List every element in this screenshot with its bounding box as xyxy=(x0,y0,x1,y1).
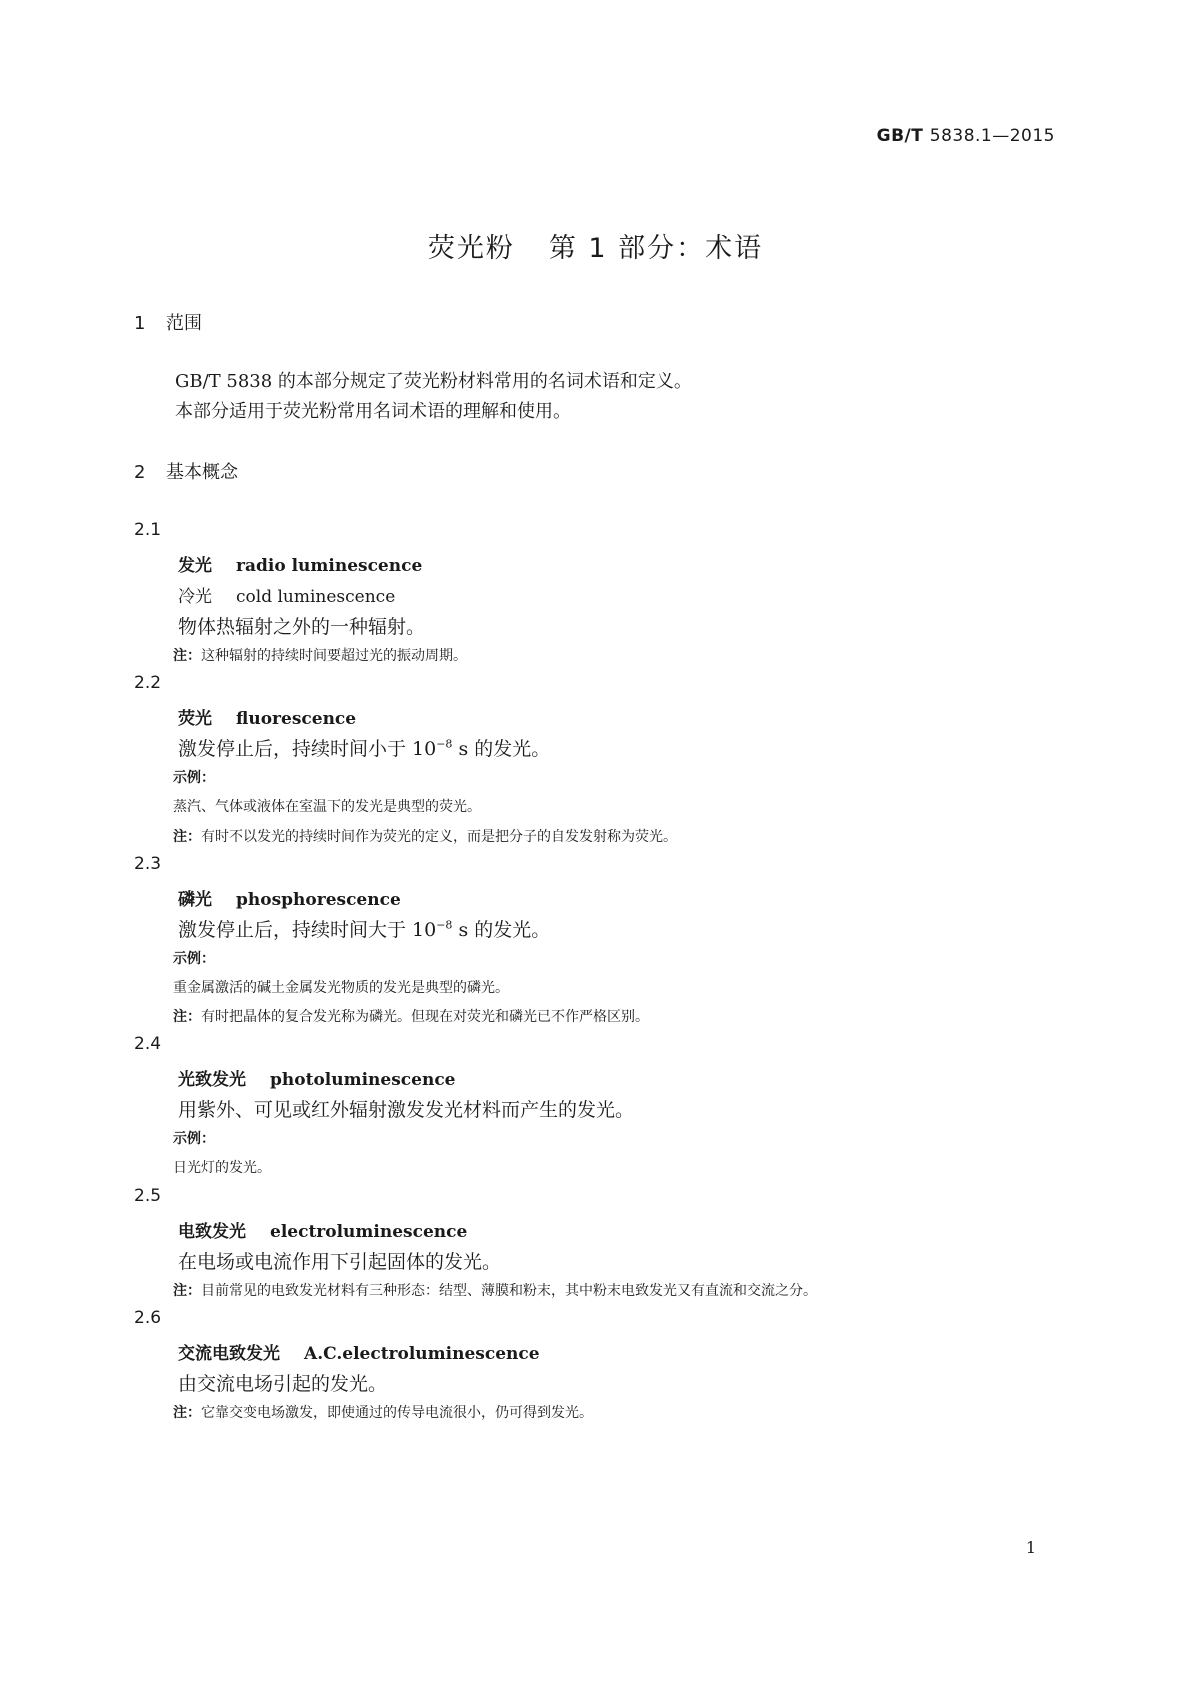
term-english: fluorescence xyxy=(236,709,357,729)
clause-number: 2.2 xyxy=(134,673,162,693)
note xyxy=(173,1006,649,1026)
section-number: 1 xyxy=(134,313,146,334)
note xyxy=(173,1402,593,1422)
paragraph: GB/T 5838 的本部分规定了荧光粉材料常用的名词术语和定义。 xyxy=(175,371,692,392)
document-title xyxy=(0,226,1191,265)
example-text: 日光灯的发光。 xyxy=(173,1160,271,1176)
definition-text: 激发停止后，持续时间大于 10 xyxy=(178,919,437,941)
example-label xyxy=(173,1128,215,1148)
exponent: −8 xyxy=(436,737,453,751)
term-entry xyxy=(178,1217,467,1242)
term-english: electroluminescence xyxy=(270,1222,468,1242)
definition-text: s 的发光。 xyxy=(452,738,551,760)
term-chinese: 交流电致发光 xyxy=(178,1344,280,1364)
term-english: phosphorescence xyxy=(236,890,401,910)
note-label: 注： xyxy=(173,1283,201,1299)
note-label: 注： xyxy=(173,648,201,664)
example-label-text: 示例： xyxy=(173,951,215,967)
term-english: photoluminescence xyxy=(270,1070,456,1090)
note-text: 它靠交变电场激发，即使通过的传导电流很小，仍可得到发光。 xyxy=(201,1405,593,1421)
definition: 由交流电场引起的发光。 xyxy=(178,1373,388,1395)
term-chinese: 光致发光 xyxy=(178,1070,246,1090)
note-label: 注： xyxy=(173,1009,201,1025)
definition: 用紫外、可见或红外辐射激发发光材料而产生的发光。 xyxy=(178,1099,635,1121)
synonym-english: cold luminescence xyxy=(236,587,396,607)
note xyxy=(173,826,677,846)
clause-number: 2.4 xyxy=(134,1034,162,1054)
example-text: 重金属激活的碱土金属发光物质的发光是典型的磷光。 xyxy=(173,980,509,996)
term-chinese: 发光 xyxy=(178,556,212,576)
section-title: 范围 xyxy=(166,313,202,334)
section-number: 2 xyxy=(134,462,146,483)
section-title: 基本概念 xyxy=(166,462,238,483)
title-part2: 第 1 部分：术语 xyxy=(548,233,764,264)
definition: 物体热辐射之外的一种辐射。 xyxy=(178,616,426,638)
term-english: A.C.electroluminescence xyxy=(304,1344,540,1364)
note-text: 目前常见的电致发光材料有三种形态：结型、薄膜和粉末，其中粉末电致发光又有直流和交流之分。 xyxy=(201,1283,817,1299)
term-chinese: 电致发光 xyxy=(178,1222,246,1242)
page-number: 1 xyxy=(1025,1538,1036,1557)
example-label xyxy=(173,767,215,787)
term-entry xyxy=(178,1065,455,1090)
definition-text: s 的发光。 xyxy=(452,919,551,941)
section-heading xyxy=(134,309,202,335)
definition xyxy=(178,915,550,942)
example-label-text: 示例： xyxy=(173,770,215,786)
term-chinese: 磷光 xyxy=(178,890,212,910)
synonym-entry xyxy=(178,582,395,607)
definition: 在电场或电流作用下引起固体的发光。 xyxy=(178,1251,502,1273)
note-label: 注： xyxy=(173,829,201,845)
clause-number: 2.5 xyxy=(134,1186,162,1206)
term-chinese: 荧光 xyxy=(178,709,212,729)
example-label xyxy=(173,948,215,968)
note-text: 有时不以发光的持续时间作为荧光的定义，而是把分子的自发发射称为荧光。 xyxy=(201,829,677,845)
example-label-text: 示例： xyxy=(173,1131,215,1147)
term-entry xyxy=(178,1339,540,1364)
section-heading xyxy=(134,458,238,484)
standard-code xyxy=(877,126,1055,146)
definition xyxy=(178,734,550,761)
term-entry xyxy=(178,551,422,576)
example-text: 蒸汽、气体或液体在室温下的发光是典型的荧光。 xyxy=(173,799,481,815)
note xyxy=(173,645,467,665)
synonym-chinese: 冷光 xyxy=(178,587,212,607)
standard-prefix: GB/T xyxy=(876,126,924,146)
definition-text: 激发停止后，持续时间小于 10 xyxy=(178,738,437,760)
term-entry xyxy=(178,704,356,729)
clause-number: 2.1 xyxy=(134,520,162,540)
clause-number: 2.3 xyxy=(134,854,162,874)
exponent: −8 xyxy=(436,918,453,932)
standard-number: 5838.1—2015 xyxy=(929,126,1055,146)
term-entry xyxy=(178,885,401,910)
note xyxy=(173,1280,817,1300)
title-part1: 荧光粉 xyxy=(427,233,515,264)
note-label: 注： xyxy=(173,1405,201,1421)
note-text: 有时把晶体的复合发光称为磷光。但现在对荧光和磷光已不作严格区别。 xyxy=(201,1009,649,1025)
term-english: radio luminescence xyxy=(236,556,423,576)
note-text: 这种辐射的持续时间要超过光的振动周期。 xyxy=(201,648,467,664)
clause-number: 2.6 xyxy=(134,1308,162,1328)
paragraph: 本部分适用于荧光粉常用名词术语的理解和使用。 xyxy=(175,401,571,422)
